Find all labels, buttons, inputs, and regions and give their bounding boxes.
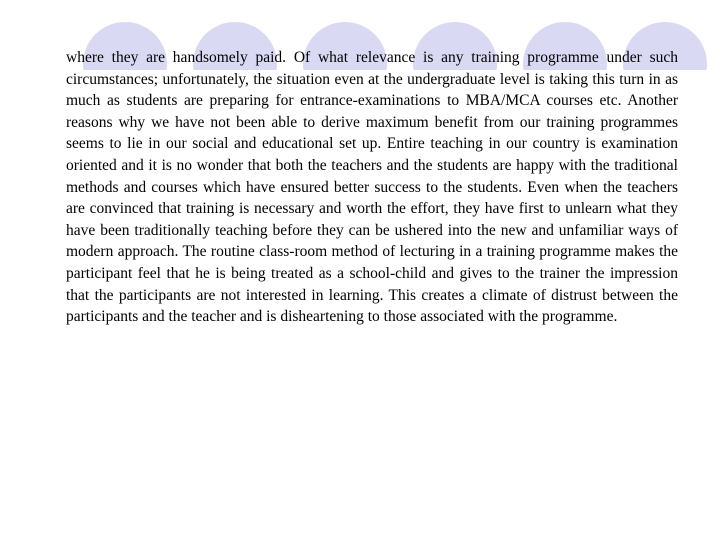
body-paragraph: where they are handsomely paid. Of what relevance is any training programme under such circumstances; unfortunately, the situation even at the undergraduate level is taking this turn in as much as students are preparing for entrance-examinations to MBA/MCA courses etc. Another reasons why we have not been able to derive maximum benefit from our training programmes seems to lie in our social and educational set up. Entire teaching in our country is examination oriented and it is no wonder that both the teachers and the students are happy with the traditional methods and courses which have ensured better success to the students. Even when the teachers are convinced that training is necessary and worth the effort, they have first to unlearn what they have been traditionally teaching before they can be ushered into the new and unfamiliar ways of modern approach. The routine class-room method of lecturing in a training programme makes the participant feel that he is being treated as a school-child and gives to the trainer the impression that the participants are not interested in learning. This creates a climate of distrust between the participants and the teacher and is disheartening to those associated with the programme. [66,49,678,326]
